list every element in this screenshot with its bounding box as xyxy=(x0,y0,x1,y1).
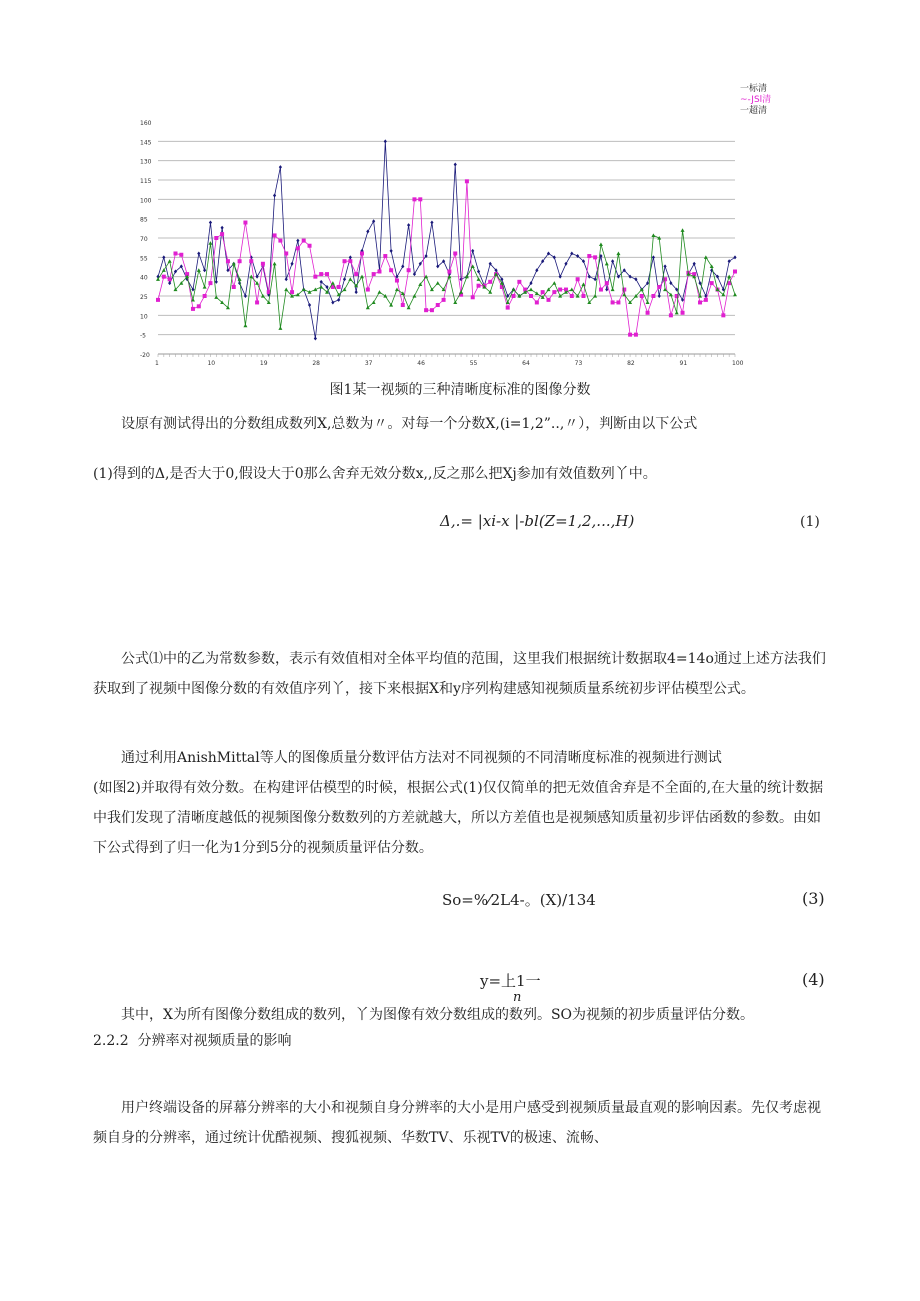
data-point xyxy=(436,281,440,285)
data-point xyxy=(249,259,253,263)
data-point xyxy=(273,262,277,266)
data-point xyxy=(581,294,585,298)
data-point xyxy=(156,298,160,302)
data-point xyxy=(599,288,603,292)
data-point xyxy=(512,294,516,298)
data-point xyxy=(302,239,306,243)
legend-item-hd: ~-JSl清 xyxy=(740,95,772,105)
data-point xyxy=(279,165,282,169)
data-point xyxy=(587,254,591,258)
data-point xyxy=(243,324,247,328)
y-tick-label: 130 xyxy=(140,158,152,166)
data-point xyxy=(477,277,481,281)
data-point xyxy=(733,293,737,297)
data-point xyxy=(658,294,661,298)
data-point xyxy=(354,272,358,276)
series-line xyxy=(158,141,735,338)
data-point xyxy=(214,236,218,240)
data-point xyxy=(588,275,591,279)
data-point xyxy=(296,239,299,243)
y-tick-label: 160 xyxy=(140,120,152,127)
data-point xyxy=(622,288,626,292)
data-point xyxy=(616,300,620,304)
data-point xyxy=(308,244,312,248)
data-point xyxy=(284,251,288,255)
data-point xyxy=(290,262,293,266)
data-point xyxy=(407,306,411,310)
data-point xyxy=(349,255,352,259)
data-point xyxy=(594,277,597,281)
data-point xyxy=(488,280,492,284)
data-point xyxy=(179,253,183,257)
data-point xyxy=(162,268,166,272)
data-point xyxy=(710,281,714,285)
data-point xyxy=(471,249,474,253)
data-point xyxy=(384,139,387,143)
equation-4-bottom: n xyxy=(513,990,522,1005)
data-point xyxy=(681,311,685,315)
data-point xyxy=(418,197,422,201)
x-tick-label: 91 xyxy=(679,360,688,367)
chart-svg xyxy=(120,88,800,373)
data-point xyxy=(395,279,399,283)
equation-1: Δ,.= |xi-x |-bl(Z=1,2,...,H) xyxy=(440,512,635,530)
data-point xyxy=(471,295,475,299)
data-point xyxy=(535,291,539,295)
x-tick-label: 28 xyxy=(312,360,321,367)
data-point xyxy=(459,290,463,294)
data-point xyxy=(553,255,556,259)
y-tick-label: 40 xyxy=(140,274,148,282)
data-point xyxy=(733,270,737,274)
data-point xyxy=(209,221,212,225)
data-point xyxy=(407,268,411,272)
data-point xyxy=(203,268,206,272)
section-heading xyxy=(93,1030,291,1050)
data-point xyxy=(704,298,708,302)
data-point xyxy=(232,285,236,289)
data-point xyxy=(605,288,608,292)
data-point xyxy=(442,298,446,302)
data-point xyxy=(407,223,410,227)
data-point xyxy=(243,221,247,225)
data-point xyxy=(208,281,212,285)
y-tick-label: 85 xyxy=(140,216,148,224)
y-tick-label: 25 xyxy=(140,294,148,301)
data-point xyxy=(517,280,521,284)
data-point xyxy=(535,300,539,304)
x-tick-label: 73 xyxy=(574,360,583,367)
data-point xyxy=(401,291,405,295)
equation-4-top: y=上1一 xyxy=(480,972,541,990)
data-point xyxy=(343,277,346,281)
y-tick-label: -5 xyxy=(140,332,146,340)
data-point xyxy=(162,275,166,279)
data-point xyxy=(477,284,481,288)
data-point xyxy=(640,294,644,298)
data-point xyxy=(273,193,276,197)
data-point xyxy=(319,285,323,289)
data-point xyxy=(529,288,533,292)
y-tick-label: 115 xyxy=(140,178,152,185)
data-point xyxy=(412,197,416,201)
x-tick-label: 82 xyxy=(627,360,635,367)
data-point xyxy=(454,163,457,167)
data-point xyxy=(173,251,177,255)
data-point xyxy=(430,308,434,312)
data-point xyxy=(389,268,393,272)
data-point xyxy=(331,300,334,304)
data-point xyxy=(552,281,556,285)
data-point xyxy=(331,281,335,285)
legend-item-uhd: 一超清 xyxy=(740,106,768,116)
data-point xyxy=(453,300,457,304)
equation-1-number: (1) xyxy=(800,514,820,530)
data-point xyxy=(255,300,259,304)
data-point xyxy=(546,298,550,302)
data-point xyxy=(395,288,399,292)
data-point xyxy=(570,288,574,292)
y-tick-label: -20 xyxy=(140,352,150,359)
data-point xyxy=(558,288,562,292)
data-point xyxy=(401,303,405,307)
data-point xyxy=(651,294,655,298)
x-tick-label: 37 xyxy=(364,360,373,367)
equation-3-number: (3) xyxy=(802,889,825,908)
data-point xyxy=(652,255,655,259)
x-tick-label: 46 xyxy=(417,360,425,367)
score-chart xyxy=(120,88,800,373)
equation-3: So=%⁄2L4-。(X)/134 xyxy=(442,891,596,909)
data-point xyxy=(541,290,545,294)
data-point xyxy=(465,179,469,183)
figure-caption: 图1某一视频的三种清晰度标准的图像分数 xyxy=(329,382,591,398)
x-tick-label: 1 xyxy=(155,360,159,367)
paragraph-2: 公式⑴中的乙为常数参数，表示有效值相对全体平均值的范围，这里我们根据统计数据取4=14o通过上述方法我们获取到了视频中图像分数的有效值序列丫，接下来根据X和y序列构建感知视频质量系统初步评估模型公式。 xyxy=(93,651,826,697)
data-point xyxy=(319,272,323,276)
data-point xyxy=(372,272,376,276)
data-point xyxy=(197,268,201,272)
x-tick-label: 64 xyxy=(522,360,530,367)
data-point xyxy=(628,333,632,337)
data-point xyxy=(681,228,685,232)
data-point xyxy=(325,272,329,276)
x-tick-label: 19 xyxy=(259,360,268,367)
data-point xyxy=(261,262,265,266)
x-tick-label: 10 xyxy=(207,360,216,367)
data-point xyxy=(430,221,433,225)
y-tick-label: 100 xyxy=(140,197,152,205)
paragraph-3: (如图2)并取得有效分数。在构建评估模型的时候，根据公式(1)仅仅简单的把无效值舍弃是不全面的,在大量的统计数据中我们发现了清晰度越低的视频图像分数数列的方差就越大，所以方差值也是视频感知质量初步评估函数的参数。由如下公式得到了归一化为1分到5分的视频质量评估分数。 xyxy=(93,780,824,856)
data-point xyxy=(576,277,580,281)
data-point xyxy=(651,233,655,237)
data-point xyxy=(698,300,702,304)
paragraph-3-line-1: 通过利用AnishMittal等人的图像质量分数评估方法对不同视频的不同清晰度标准的视频进行测试 xyxy=(121,750,722,766)
data-point xyxy=(168,277,172,281)
data-point xyxy=(355,290,358,294)
legend-item-sd: 一标清 xyxy=(740,84,768,94)
data-point xyxy=(377,290,381,294)
data-point xyxy=(221,226,224,230)
paragraph-1-line-1: 设原有测试得出的分数组成数列X,总数为〃。对每一个分数X,(i=1,2”..,〃），判断由以下公式 xyxy=(121,416,698,432)
x-tick-label: 55 xyxy=(469,360,478,367)
equation-4-number: (4) xyxy=(802,970,825,989)
data-point xyxy=(698,281,701,285)
data-point xyxy=(313,275,317,279)
data-point xyxy=(646,311,650,315)
data-point xyxy=(337,298,340,302)
data-point xyxy=(390,249,393,253)
data-point xyxy=(663,264,666,268)
x-tick-label: 100 xyxy=(732,360,744,367)
data-point xyxy=(314,337,317,341)
data-point xyxy=(244,294,247,298)
data-point xyxy=(424,308,428,312)
paragraph-5: 用户终端设备的屏幕分辨率的大小和视频自身分辨率的大小是用户感受到视频质量最直观的影响因素。先仅考虑视频自身的分辨率，通过统计优酷视频、搜狐视频、华数TV、乐视TV的极速、流畅、 xyxy=(93,1100,821,1146)
data-point xyxy=(366,288,370,292)
data-point xyxy=(220,232,224,236)
data-point xyxy=(447,270,451,274)
data-point xyxy=(278,326,282,330)
data-point xyxy=(372,300,376,304)
data-point xyxy=(733,255,736,259)
data-point xyxy=(506,306,510,310)
data-point xyxy=(646,300,650,304)
data-point xyxy=(197,304,201,308)
data-point xyxy=(197,251,200,255)
data-point xyxy=(593,255,597,259)
data-point xyxy=(343,288,347,292)
data-point xyxy=(168,259,172,263)
data-point xyxy=(238,259,242,263)
data-point xyxy=(337,285,341,289)
data-point xyxy=(634,333,638,337)
y-tick-label: 10 xyxy=(140,313,148,321)
data-point xyxy=(570,294,574,298)
data-point xyxy=(611,288,615,292)
paragraph-4: 其中，X为所有图像分数组成的数列，丫为图像有效分数组成的数列。SO为视频的初步质量评估分数。 xyxy=(121,1007,755,1023)
data-point xyxy=(529,294,533,298)
data-point xyxy=(453,251,457,255)
data-point xyxy=(599,242,603,246)
data-point xyxy=(278,239,282,243)
data-point xyxy=(203,285,207,289)
data-point xyxy=(343,259,347,263)
y-tick-label: 55 xyxy=(140,255,148,263)
data-point xyxy=(348,277,352,281)
data-point xyxy=(721,313,725,317)
data-point xyxy=(377,270,381,274)
data-point xyxy=(208,241,212,245)
data-point xyxy=(226,259,230,263)
data-point xyxy=(162,255,165,259)
data-point xyxy=(156,277,160,281)
data-point xyxy=(657,285,661,289)
data-point xyxy=(675,311,679,315)
data-point xyxy=(477,270,480,274)
data-point xyxy=(669,313,673,317)
data-point xyxy=(611,259,614,263)
paragraph-1-line-2: (1)得到的Δ,是否大于0,假设大于0那么舍弃无效分数x,,反之那么把Xj参加有效值数列丫中。 xyxy=(93,466,657,482)
data-point xyxy=(296,246,300,250)
data-point xyxy=(290,290,294,294)
data-point xyxy=(285,277,288,281)
section-title: 分辨率对视频质量的影响 xyxy=(137,1033,292,1049)
data-point xyxy=(436,303,440,307)
data-point xyxy=(616,251,620,255)
data-point xyxy=(308,303,311,307)
chart-legend xyxy=(740,84,771,117)
data-point xyxy=(348,259,352,263)
y-tick-label: 70 xyxy=(140,236,148,243)
data-point xyxy=(203,294,207,298)
data-point xyxy=(284,288,288,292)
data-point xyxy=(605,281,609,285)
data-point xyxy=(360,251,364,255)
data-point xyxy=(383,254,387,258)
section-number: 2.2.2 xyxy=(93,1033,129,1049)
data-point xyxy=(191,307,195,311)
data-point xyxy=(273,233,277,237)
data-point xyxy=(611,300,615,304)
data-point xyxy=(728,259,731,263)
data-point xyxy=(552,290,556,294)
y-tick-label: 145 xyxy=(140,139,152,147)
data-point xyxy=(605,262,609,266)
